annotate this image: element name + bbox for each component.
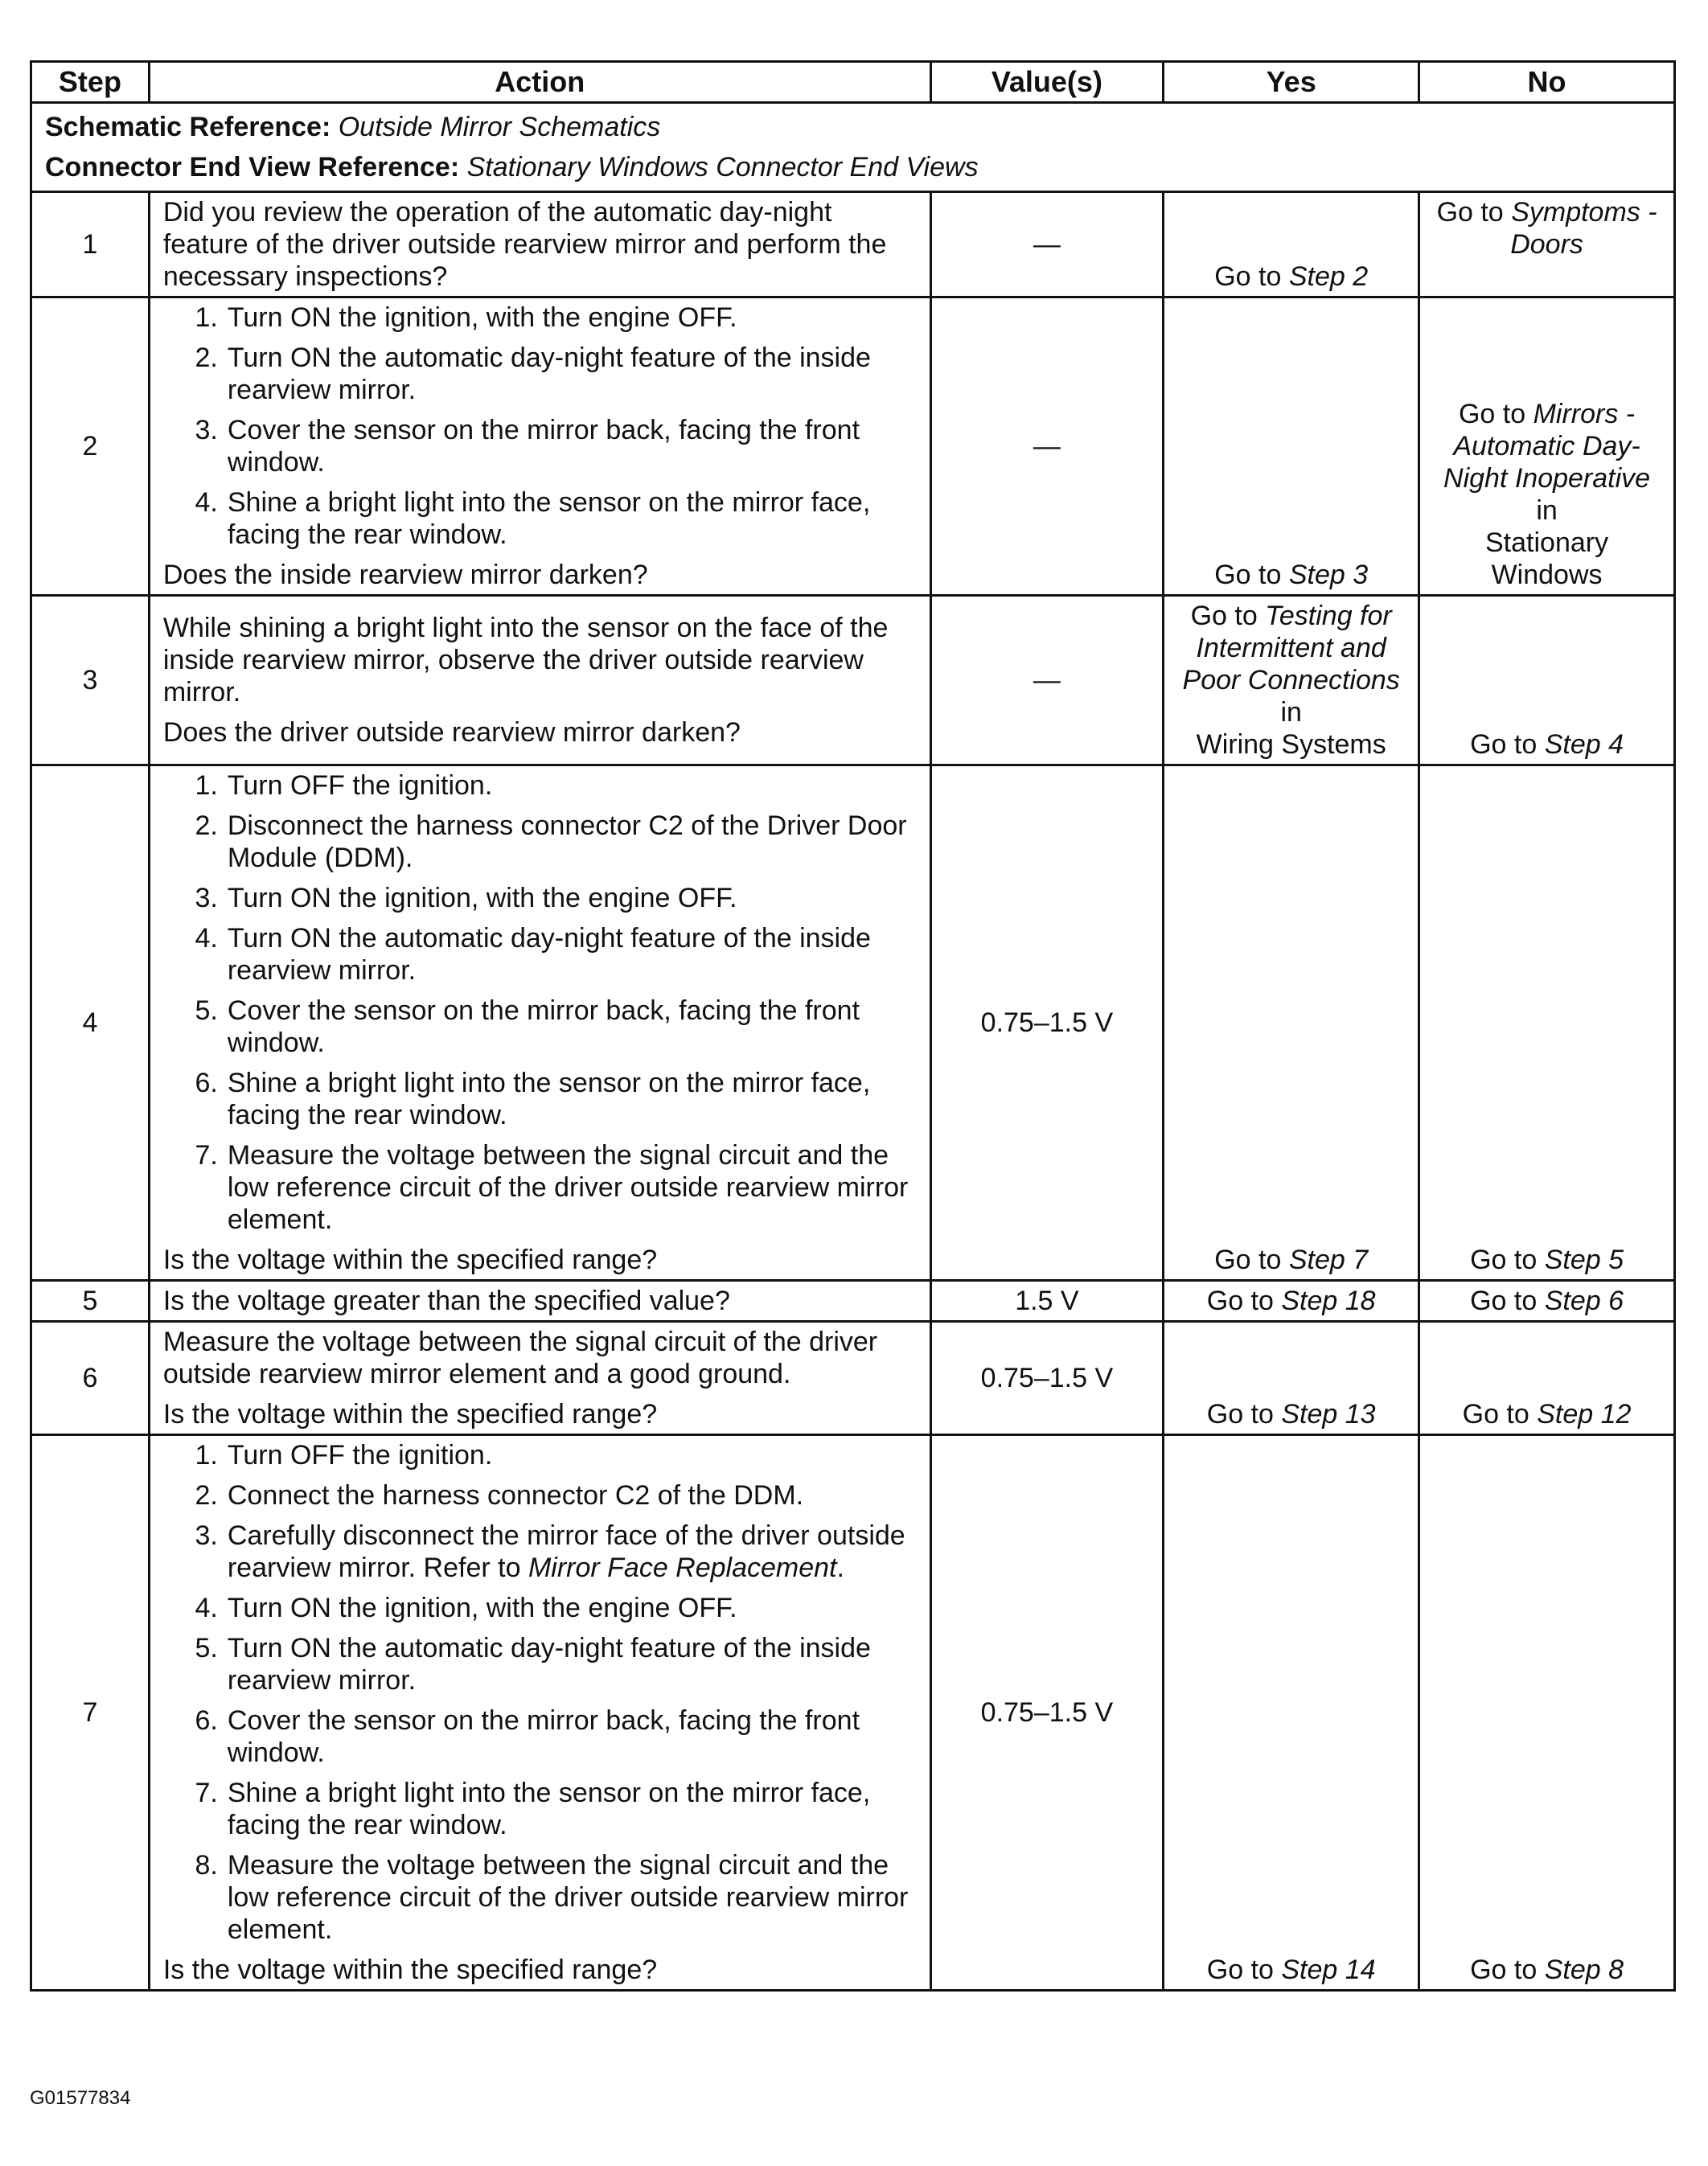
- intro-text: While shining a bright light into the sensor on the face of the inside rearview mirror, observe the driver outside rearview mirror.: [162, 613, 889, 708]
- goto-label: Go to: [1206, 1399, 1274, 1430]
- no-cell: [1419, 765, 1675, 1281]
- value-cell: 0.75–1.5 V: [930, 1435, 1164, 1991]
- no-link[interactable]: Step 6: [1544, 1286, 1624, 1316]
- yes-cell: [1164, 1281, 1419, 1322]
- list-item: 1. Turn OFF the ignition.: [163, 1439, 917, 1471]
- no-link[interactable]: Step 4: [1544, 729, 1624, 760]
- action-cell: [149, 1281, 930, 1322]
- goto-label: Go to: [1206, 1955, 1274, 1985]
- list-item-text: Cover the sensor on the mirror back, facing the front window.: [227, 415, 860, 478]
- goto-label: Go to: [1214, 560, 1282, 590]
- goto-label: Go to: [1470, 1286, 1538, 1316]
- list-item: 2. Connect the harness connector C2 of the DDM.: [163, 1479, 917, 1512]
- no-in-label: in: [1536, 495, 1558, 526]
- list-item-text: Turn ON the automatic day-night feature of the inside rearview mirror.: [227, 343, 871, 405]
- list-item-text: Cover the sensor on the mirror back, facing the front window.: [227, 995, 860, 1058]
- action-cell: [149, 765, 930, 1281]
- list-item: 4. Shine a bright light into the sensor on the mirror face, facing the rear window.: [163, 486, 917, 551]
- list-item-text: Connect the harness connector C2 of the DDM.: [227, 1480, 804, 1511]
- question-text: Is the voltage greater than the specified value?: [162, 1286, 730, 1316]
- yes-link[interactable]: Step 2: [1288, 261, 1369, 292]
- list-item-text: Turn OFF the ignition.: [227, 770, 493, 801]
- figure-id: G01577834: [30, 2087, 131, 2109]
- step-number: 5: [31, 1281, 150, 1322]
- no-link[interactable]: Mirrors - Automatic Day-Night Inoperative: [1443, 399, 1651, 494]
- goto-label: Go to: [1436, 197, 1504, 228]
- goto-label: Go to: [1470, 1245, 1538, 1275]
- no-link[interactable]: Step 5: [1544, 1245, 1624, 1275]
- question-text: Did you review the operation of the automatic day-night feature of the driver outside rearview mirror and perform the necessary inspections?: [162, 197, 887, 292]
- no-link[interactable]: Step 8: [1544, 1955, 1624, 1985]
- list-item-text: Disconnect the harness connector C2 of the Driver Door Module (DDM).: [227, 810, 907, 873]
- list-item-text: Turn ON the ignition, with the engine OFF.: [227, 883, 737, 913]
- action-cell: [149, 1435, 930, 1991]
- yes-cell: [1164, 192, 1419, 297]
- list-item-text: Shine a bright light into the sensor on the mirror face, facing the rear window.: [227, 1778, 871, 1840]
- list-item-text: Turn ON the automatic day-night feature of the inside rearview mirror.: [227, 923, 871, 986]
- no-link[interactable]: Step 12: [1537, 1399, 1632, 1430]
- goto-label: Go to: [1470, 1955, 1538, 1985]
- step-row-3: [31, 596, 1675, 765]
- yes-link[interactable]: Step 18: [1281, 1286, 1376, 1316]
- header-row: [31, 62, 1675, 103]
- yes-link[interactable]: Step 7: [1288, 1245, 1369, 1275]
- schematic-reference-label: Schematic Reference:: [45, 112, 331, 142]
- list-item: 3. Turn ON the ignition, with the engine OFF.: [163, 882, 917, 914]
- step-row-7: [31, 1435, 1675, 1991]
- header-action: Action: [149, 62, 930, 103]
- yes-cell: [1164, 765, 1419, 1281]
- header-yes: Yes: [1164, 62, 1419, 103]
- question-text: Is the voltage within the specified range?: [162, 1245, 658, 1275]
- step-number: 6: [31, 1322, 150, 1435]
- step-number: 3: [31, 596, 150, 765]
- yes-cell: [1164, 1322, 1419, 1435]
- list-item-text: Measure the voltage between the signal circuit and the low reference circuit of the driver outside rearview mirror element.: [227, 1850, 909, 1945]
- step-number: 2: [31, 297, 150, 596]
- diagnostic-table: [30, 60, 1676, 1992]
- list-item: 1. Turn OFF the ignition.: [163, 769, 917, 802]
- no-cell: [1419, 192, 1675, 297]
- step-number: 7: [31, 1435, 150, 1991]
- schematic-reference: [45, 107, 1661, 147]
- question-text: Is the voltage within the specified range?: [162, 1955, 658, 1985]
- schematic-reference-link[interactable]: Outside Mirror Schematics: [338, 112, 661, 142]
- no-cell: [1419, 1435, 1675, 1991]
- list-item: 2. Turn ON the automatic day-night feature of the inside rearview mirror.: [163, 342, 917, 406]
- step-row-1: [31, 192, 1675, 297]
- no-cell: [1419, 1322, 1675, 1435]
- action-cell: [149, 1322, 930, 1435]
- header-no: No: [1419, 62, 1675, 103]
- yes-cell: [1164, 297, 1419, 596]
- step-row-5: [31, 1281, 1675, 1322]
- yes-in-label: in: [1280, 697, 1302, 728]
- list-item-text: Shine a bright light into the sensor on the mirror face, facing the rear window.: [227, 487, 871, 550]
- goto-label: Go to: [1458, 399, 1526, 429]
- step-number: 1: [31, 192, 150, 297]
- no-cell: [1419, 297, 1675, 596]
- reference-row: [31, 103, 1675, 192]
- yes-link[interactable]: Step 14: [1281, 1955, 1376, 1985]
- connector-reference-link[interactable]: Stationary Windows Connector End Views: [466, 152, 979, 183]
- list-item-text: Shine a bright light into the sensor on the mirror face, facing the rear window.: [227, 1068, 871, 1130]
- yes-cell: [1164, 1435, 1419, 1991]
- list-item: 6. Cover the sensor on the mirror back, facing the front window.: [163, 1704, 917, 1769]
- yes-link[interactable]: Testing for Intermittent and Poor Connections: [1182, 601, 1400, 695]
- yes-link[interactable]: Step 3: [1288, 560, 1369, 590]
- mirror-face-replacement-link[interactable]: Mirror Face Replacement: [528, 1553, 837, 1583]
- yes-link[interactable]: Step 13: [1281, 1399, 1376, 1430]
- list-item: 5. Cover the sensor on the mirror back, facing the front window.: [163, 995, 917, 1059]
- action-cell: [149, 297, 930, 596]
- goto-label: Go to: [1214, 261, 1282, 292]
- list-item: 3. Carefully disconnect the mirror face of the driver outside rearview mirror. Refer to Mirror Face Replacement.: [163, 1520, 917, 1584]
- goto-label: Go to: [1206, 1286, 1274, 1316]
- list-item: 4. Turn ON the ignition, with the engine OFF.: [163, 1592, 917, 1624]
- goto-label: Go to: [1214, 1245, 1282, 1275]
- question-text: Does the inside rearview mirror darken?: [162, 560, 648, 590]
- goto-label: Go to: [1470, 729, 1538, 760]
- no-cell: [1419, 596, 1675, 765]
- list-item: 6. Shine a bright light into the sensor on the mirror face, facing the rear window.: [163, 1067, 917, 1131]
- goto-label: Go to: [1462, 1399, 1529, 1430]
- goto-label: Go to: [1190, 601, 1258, 631]
- list-item: 8. Measure the voltage between the signal circuit and the low reference circuit of the driver outside rearview mirror element.: [163, 1849, 917, 1946]
- header-values: Value(s): [930, 62, 1164, 103]
- reference-cell: [31, 103, 1675, 192]
- list-item: 7. Measure the voltage between the signal circuit and the low reference circuit of the driver outside rearview mirror element.: [163, 1139, 917, 1236]
- intro-text: Measure the voltage between the signal circuit of the driver outside rearview mirror element and a good ground.: [162, 1327, 878, 1389]
- step-row-4: [31, 765, 1675, 1281]
- value-cell: 0.75–1.5 V: [930, 1322, 1164, 1435]
- value-cell: 1.5 V: [930, 1281, 1164, 1322]
- list-item: 5. Turn ON the automatic day-night feature of the inside rearview mirror.: [163, 1632, 917, 1696]
- header-step: Step: [31, 62, 150, 103]
- list-item: 2. Disconnect the harness connector C2 of the Driver Door Module (DDM).: [163, 810, 917, 874]
- list-item-text: Turn ON the ignition, with the engine OFF.: [227, 302, 737, 333]
- step-row-6: [31, 1322, 1675, 1435]
- step-number: 4: [31, 765, 150, 1281]
- list-item: 3. Cover the sensor on the mirror back, facing the front window.: [163, 414, 917, 478]
- list-item: 4. Turn ON the automatic day-night feature of the inside rearview mirror.: [163, 922, 917, 987]
- list-item-text: Turn OFF the ignition.: [227, 1440, 493, 1471]
- list-item-text: Turn ON the automatic day-night feature of the inside rearview mirror.: [227, 1633, 871, 1696]
- no-doc: Stationary Windows: [1485, 527, 1609, 590]
- question-text: Is the voltage within the specified range?: [162, 1399, 658, 1430]
- connector-reference: [45, 147, 1661, 187]
- list-item-text: Cover the sensor on the mirror back, facing the front window.: [227, 1705, 860, 1768]
- question-text: Does the driver outside rearview mirror darken?: [162, 717, 741, 748]
- yes-cell: [1164, 596, 1419, 765]
- list-item: 7. Shine a bright light into the sensor on the mirror face, facing the rear window.: [163, 1777, 917, 1841]
- value-cell: —: [930, 596, 1164, 765]
- connector-reference-label: Connector End View Reference:: [45, 152, 460, 183]
- list-item-text: Measure the voltage between the signal circuit and the low reference circuit of the driver outside rearview mirror element.: [227, 1140, 909, 1235]
- value-cell: 0.75–1.5 V: [930, 765, 1164, 1281]
- list-item: 1. Turn ON the ignition, with the engine OFF.: [163, 302, 917, 334]
- step-row-2: [31, 297, 1675, 596]
- list-item-text: Turn ON the ignition, with the engine OFF.: [227, 1593, 737, 1623]
- no-cell: [1419, 1281, 1675, 1322]
- value-cell: —: [930, 297, 1164, 596]
- list-item-text-main: Carefully disconnect the mirror face of the driver outside rearview mirror. Refer to: [227, 1520, 905, 1583]
- list-item-text: Carefully disconnect the mirror face of the driver outside rearview mirror. Refer to Mirror Face Replacement.: [227, 1520, 905, 1583]
- no-link[interactable]: Symptoms - Doors: [1510, 197, 1657, 260]
- action-cell: [149, 192, 930, 297]
- value-cell: —: [930, 192, 1164, 297]
- yes-doc: Wiring Systems: [1196, 729, 1386, 760]
- action-cell: [149, 596, 930, 765]
